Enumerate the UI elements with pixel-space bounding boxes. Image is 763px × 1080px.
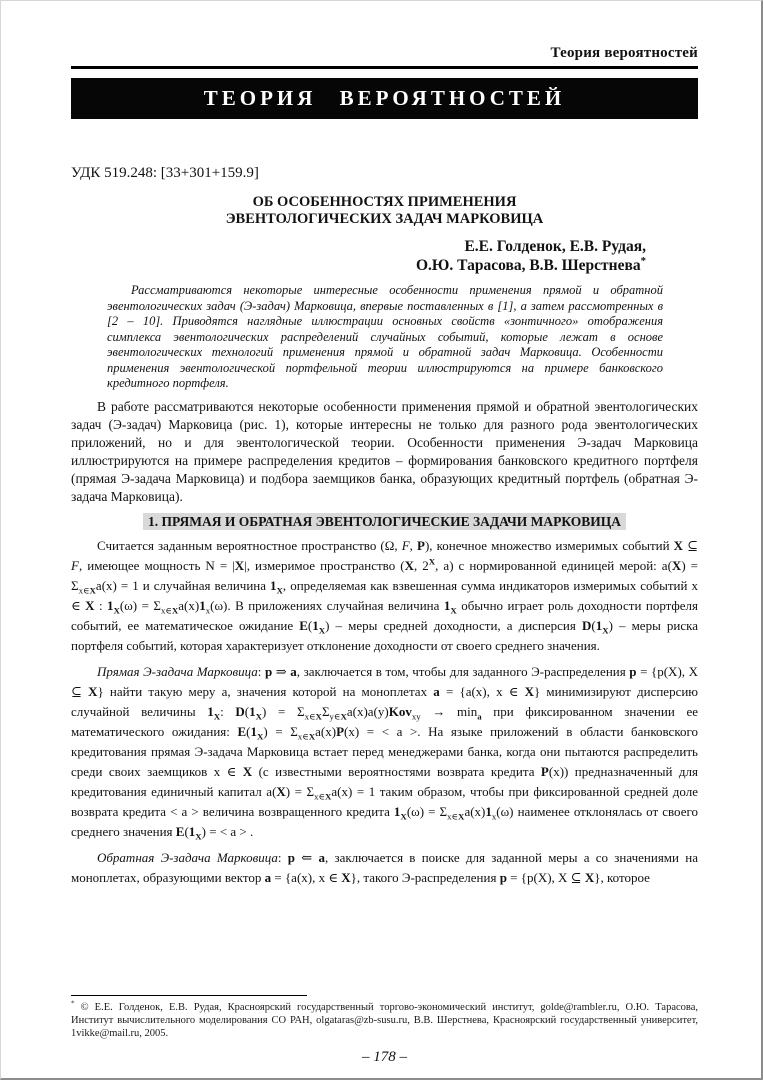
section-1-heading [71, 514, 698, 530]
paragraph-probability-space: Считается заданным вероятностное пространство (Ω, F, P), конечное множество измеримых событий X ⊆ F, имеющее мощность N = |X|, измеримое пространство (X, $2^X$, a) с нормированной единицей мерой: $a(X) = \Sigma_{x\in X}a(x) = 1$ и случайная величина $1_X$, определяемая как взвешенная сумма индикаторов измеримых событий x ∈ X : $1_X(\omega) = \Sigma_{x\in X}a(x)1_x(\omega)$. В приложениях случайная величина $1_X$ обычно играет роль доходности портфеля событий, ее математическое ожидание $E(1_X)$ – меры средней доходности, а дисперсия $D(1_X)$ – меры риска портфеля событий, которая характеризует отклонение доходности от своего среднего значения. [71, 537, 699, 653]
copyright-footnote: * © Е.Е. Голденок, Е.В. Рудая, Красноярский государственный торгово-экономический институт, golde@rambler.ru, О.Ю. Тарасова, Институт вычислительного моделирования СО РАН, olgataras@zb-susu.ru, В.В. Шерстнева, Красноярский государственный университет, 1vikke@mail.ru, 2005. [71, 999, 698, 1039]
article-title-line1: ОБ ОСОБЕННОСТЯХ ПРИМЕНЕНИЯ [252, 194, 517, 210]
running-header: Теория вероятностей [550, 45, 698, 61]
authors-footnote-mark: * [640, 254, 646, 267]
authors-line2-text: О.Ю. Тарасова, В.В. Шерстнева [416, 257, 641, 274]
authors-line1: Е.Е. Голденок, Е.В. Рудая, [464, 238, 646, 255]
article-body [71, 119, 698, 888]
intro-paragraph: В работе рассматриваются некоторые особенности применения прямой и обратной эвентологических задач (Э-задач) Марковица (рис. 1), которые интересны не только для разного рода эвентологических приложений, но и для эвентологической теории. Особенности применения Э-задач Марковица иллюстрируются на примере распределения кредитов – формирования банковского кредитного портфеля (прямая Э-задача Марковица) и подбора заемщиков банка, образующих кредитный портфель (обратная Э-задача Марковица). [71, 398, 698, 504]
authors-line2 [71, 256, 646, 275]
authors-block [71, 237, 698, 275]
paragraph-inverse-markowitz-problem: Обратная Э-задача Марковица: p ⇐ a, заключается в поиске для заданной меры a со значениями на моноплетах, образующими вектор a = {a(x), x ∈ X}, такого Э-распределения p = {p(X), X ⊆ X}, которое [71, 849, 698, 885]
section-1-heading-text: 1. ПРЯМАЯ И ОБРАТНАЯ ЭВЕНТОЛОГИЧЕСКИЕ ЗАДАЧИ МАРКОВИЦА [143, 513, 626, 530]
article-title [71, 194, 698, 228]
banner-title: ТЕОРИЯ ВЕРОЯТНОСТЕЙ [203, 86, 566, 110]
paragraph-direct-markowitz-problem: Прямая Э-задача Марковица: p ⇒ a, заключается в том, чтобы для заданного Э-распределения p = {p(X), X ⊆ X} найти такую меру a, значения которой на моноплетах a = {a(x), x ∈ X} минимизируют дисперсию случайной величины $1_X$: $D(1_X) = \Sigma_{x\in X}\Sigma_{y\in X}a(x)a(y)Kov_{xy} \to \min_a$ при фиксированном значении ее математического ожидания: $E(1_X) = \Sigma_{x\in X}a(x)P(x)$ = < a >. На языке приложений в области банковского кредитования прямая Э-задача Марковица встает перед менеджерами банка, когда они пытаются распределить среди своих заемщиков x ∈ X (с известными вероятностями возврата кредита P(x)) предназначенный для кредитования единичный капитал $a(X) = \Sigma_{x\in X}a(x) = 1$ таким образом, чтобы при фиксированной средней доле возврата кредита < a > величина возвращенного кредита $1_X(\omega) = \Sigma_{x\in X}a(x)1_x(\omega)$ наименее отклонялась от своего среднего значения $E(1_X)$ = < a > . [71, 663, 699, 842]
journal-section-banner [71, 78, 698, 119]
article-title-line2: ЭВЕНТОЛОГИЧЕСКИХ ЗАДАЧ МАРКОВИЦА [225, 211, 544, 227]
udc-code: УДК 519.248: [33+301+159.9] [71, 165, 259, 181]
header-rule [71, 66, 698, 69]
page-footer [71, 995, 698, 1066]
page-number: – 178 – [362, 1049, 407, 1065]
page-header [71, 45, 698, 119]
abstract: Рассматриваются некоторые интересные особенности применения прямой и обратной эвентологических задач (Э-задач) Марковица, впервые поставленных в [1], а затем рассмотренных в [2 – 10]. Приводятся наглядные иллюстрации основных свойств «зонтичного» отображения симплекса эвентологических распределений случайных событий, которые лежат в основе эвентологических технологий применения прямой и обратной задач Марковица. Особенности применения эвентологической портфельной теории иллюстрируются на примере банковского кредитного портфеля. [107, 283, 663, 390]
footnote-rule [71, 995, 307, 996]
